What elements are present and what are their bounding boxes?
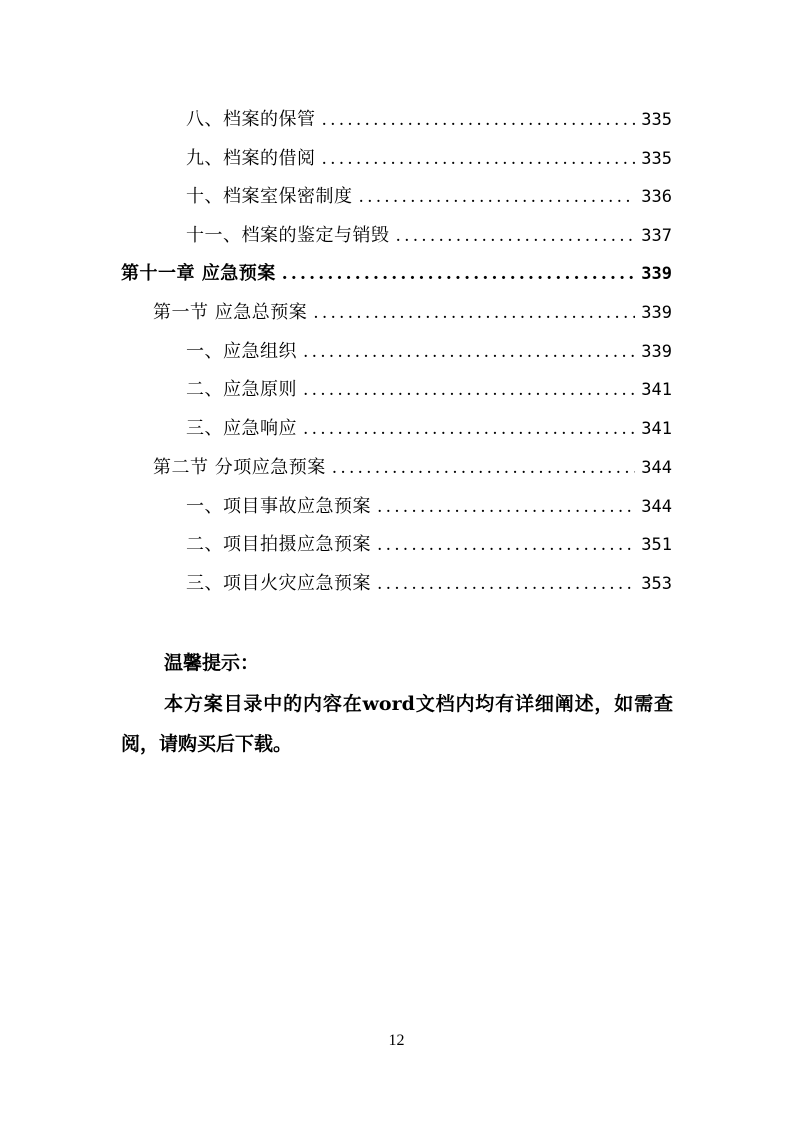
notice-title: 温馨提示：	[164, 652, 260, 674]
toc-entry[interactable]	[186, 106, 672, 134]
toc-entry-page: 335	[641, 149, 672, 169]
toc-entry-page: 339	[641, 342, 672, 362]
toc-entry-title: 一、应急组织	[186, 341, 297, 362]
toc-entry[interactable]	[186, 493, 672, 521]
toc-dot-leader	[282, 260, 636, 288]
toc-entry-page: 351	[641, 535, 672, 555]
toc-dot-leader	[313, 299, 635, 327]
toc-entry-page: 335	[641, 110, 672, 130]
toc-section-entry[interactable]	[153, 299, 672, 327]
toc-entry[interactable]	[186, 338, 672, 366]
toc-entry-page: 341	[641, 419, 672, 439]
toc-entry-page: 339	[641, 264, 672, 284]
toc-entry-page: 337	[641, 226, 672, 246]
toc-entry-title: 三、项目火灾应急预案	[186, 573, 371, 594]
toc-dot-leader	[322, 145, 636, 173]
toc-entry[interactable]	[186, 376, 672, 404]
toc-dot-leader	[377, 531, 635, 559]
toc-entry-page: 344	[641, 497, 672, 517]
toc-entry[interactable]	[186, 145, 672, 173]
toc-dot-leader	[303, 338, 635, 366]
toc-dot-leader	[322, 106, 636, 134]
toc-entry-title: 第二节 分项应急预案	[153, 457, 326, 478]
toc-section-entry[interactable]	[153, 454, 672, 482]
toc-entry-title: 第十一章 应急预案	[121, 263, 276, 284]
toc-dot-leader	[332, 454, 636, 482]
toc-dot-leader	[359, 183, 636, 211]
toc-entry-page: 344	[641, 458, 672, 478]
toc-entry-page: 339	[641, 303, 672, 323]
toc-dot-leader	[377, 570, 635, 598]
toc-entry[interactable]	[186, 415, 672, 443]
toc-entry-title: 三、应急响应	[186, 418, 297, 439]
toc-entry[interactable]	[186, 222, 672, 250]
toc-entry[interactable]	[186, 183, 672, 211]
toc-dot-leader	[396, 222, 636, 250]
toc-chapter-entry[interactable]	[121, 260, 672, 288]
toc-entry-title: 第一节 应急总预案	[153, 302, 308, 323]
toc-entry-page: 353	[641, 574, 672, 594]
toc-entry-title: 八、档案的保管	[186, 109, 316, 130]
toc-entry-title: 九、档案的借阅	[186, 148, 316, 169]
toc-entry-page: 341	[641, 380, 672, 400]
page-number: 12	[388, 1032, 405, 1049]
toc-entry-title: 二、应急原则	[186, 379, 297, 400]
toc-entry-title: 一、项目事故应急预案	[186, 496, 371, 517]
notice-body: 本方案目录中的内容在word文档内均有详细阐述，如需查阅，请购买后下载。	[121, 693, 673, 755]
toc-entry-title: 十、档案室保密制度	[186, 186, 353, 207]
toc-entry[interactable]	[186, 531, 672, 559]
toc-entry-page: 336	[641, 187, 672, 207]
toc-dot-leader	[377, 493, 635, 521]
toc-entry-title: 二、项目拍摄应急预案	[186, 534, 371, 555]
toc-entry-title: 十一、档案的鉴定与销毁	[186, 225, 390, 246]
toc-entry[interactable]	[186, 570, 672, 598]
toc-dot-leader	[303, 415, 635, 443]
toc-dot-leader	[303, 376, 635, 404]
